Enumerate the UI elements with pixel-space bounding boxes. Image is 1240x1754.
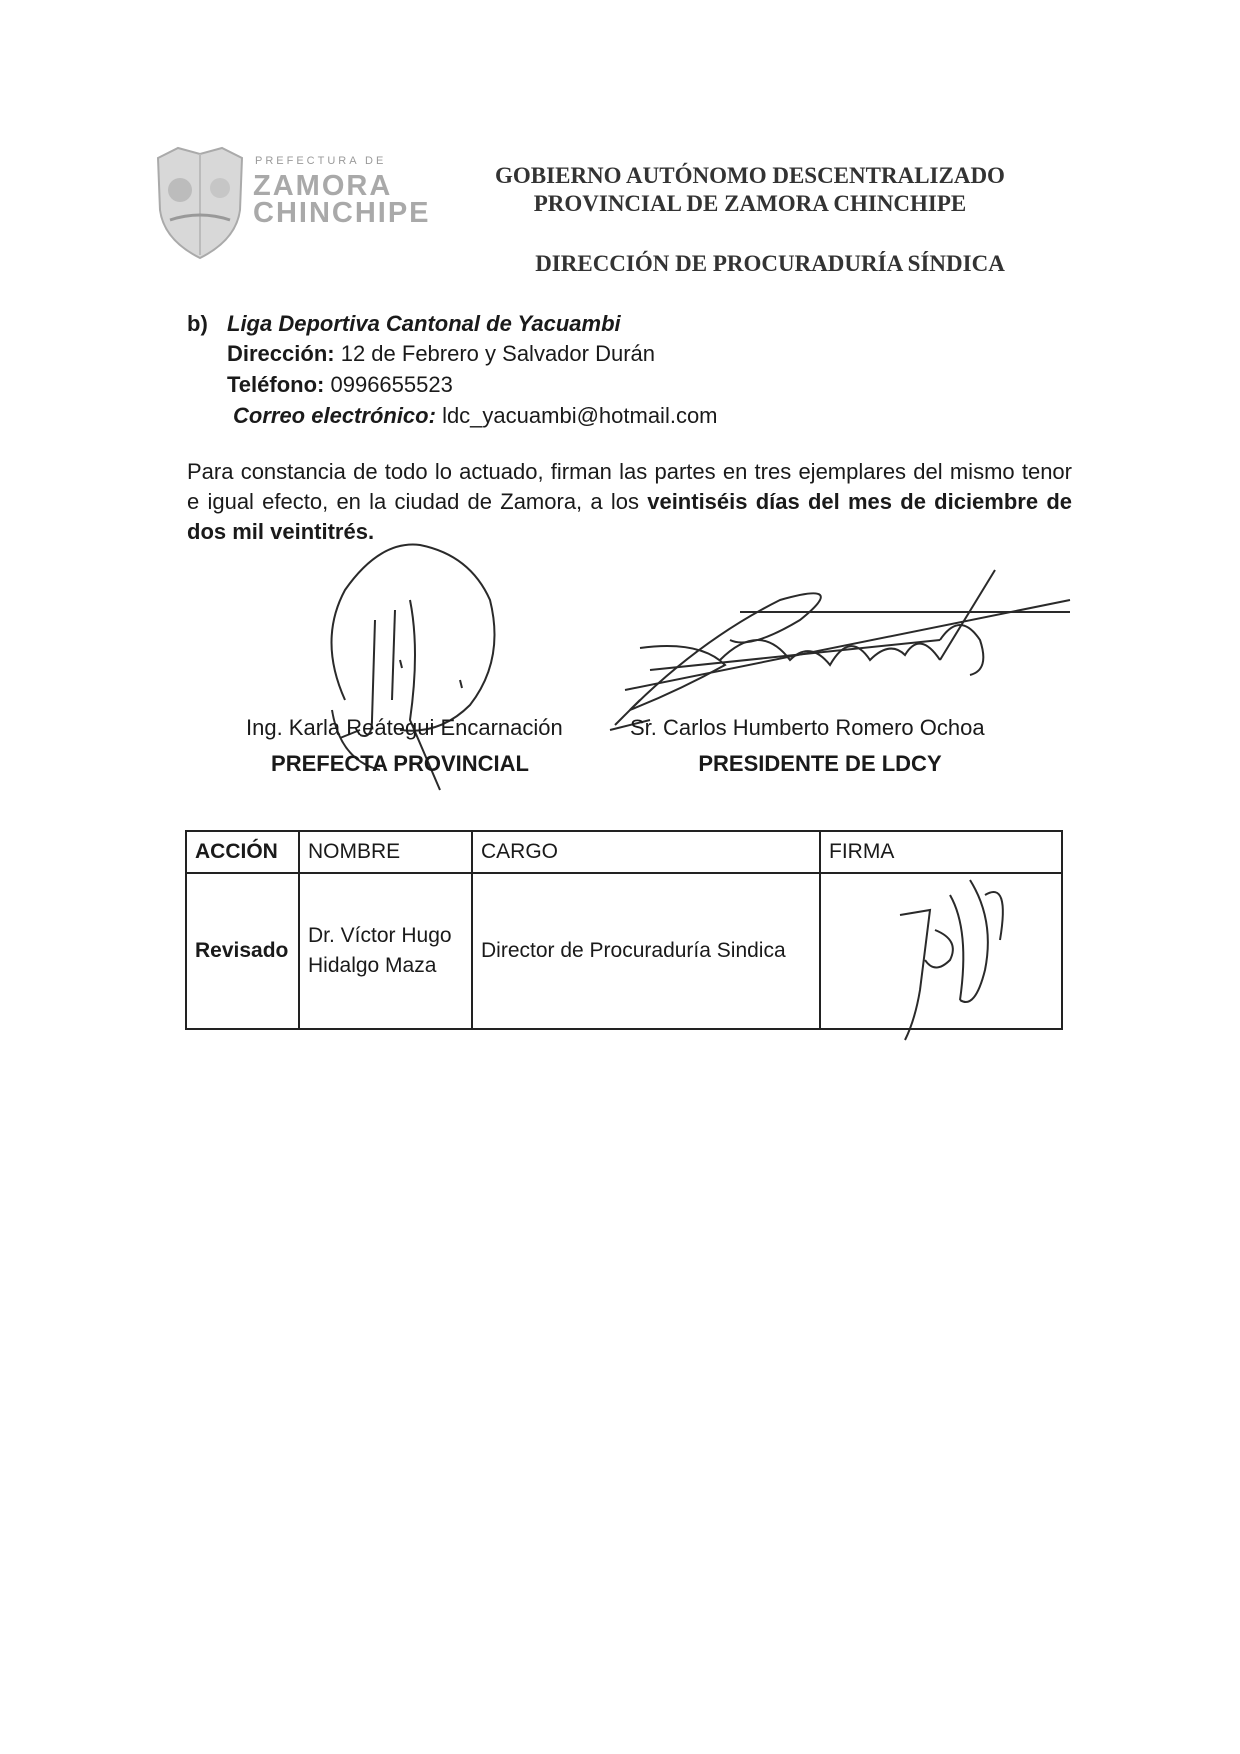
phone-label: Teléfono: [227,372,325,397]
closing-part-3: . [367,519,375,544]
address-label: Dirección: [227,341,335,366]
signatory-2-role: PRESIDENTE DE LDCY [698,751,942,776]
review-table [185,830,1063,1030]
email-value: ldc_yacuambi@hotmail.com [442,403,718,428]
cell-accion: Revisado [186,873,299,1029]
email-line [233,402,718,430]
signatory-1-role: PREFECTA PROVINCIAL [271,751,529,776]
table-row [186,873,1062,1029]
cell-nombre: Dr. Víctor Hugo Hidalgo Maza [299,873,472,1029]
col-cargo-header: CARGO [472,831,820,873]
table-header-row [186,831,1062,873]
col-nombre-header: NOMBRE [299,831,472,873]
header-line-3: DIRECCIÓN DE PROCURADURÍA SÍNDICA [535,251,1005,276]
logo-line-2: CHINCHIPE [253,197,431,229]
logo-line-1: ZAMORA [253,170,393,202]
cell-cargo: Director de Procuraduría Sindica [472,873,820,1029]
signature-presidente [610,570,1070,730]
closing-part-2: veintiséis días del mes de diciembre de dos mil veintitrés [187,489,1072,544]
party-marker: b) [187,311,208,336]
phone-value: 0996655523 [330,372,453,397]
closing-part-1: Para constancia de todo lo actuado, firman las partes en tres ejemplares del mismo tenor e igual efecto, en la ciudad de Zamora, a los [187,459,1072,514]
phone-line [227,371,453,399]
signatory-2-name: Sr. Carlos Humberto Romero Ochoa [630,715,985,740]
header-line-1: GOBIERNO AUTÓNOMO DESCENTRALIZADO [495,163,1005,188]
cell-firma [820,873,1062,1029]
address-line [227,340,655,368]
header-line-2: PROVINCIAL DE ZAMORA CHINCHIPE [533,191,967,216]
closing-paragraph [187,457,1072,547]
email-label: Correo electrónico: [233,403,436,428]
coat-of-arms-icon [150,140,250,270]
signatory-1-name: Ing. Karla Reátegui Encarnación [246,715,563,740]
col-firma-header: FIRMA [820,831,1062,873]
party-name: Liga Deportiva Cantonal de Yacuambi [227,311,621,336]
logo-small-text: PREFECTURA DE [255,155,387,167]
col-accion-header: ACCIÓN [186,831,299,873]
address-value: 12 de Febrero y Salvador Durán [340,341,656,366]
